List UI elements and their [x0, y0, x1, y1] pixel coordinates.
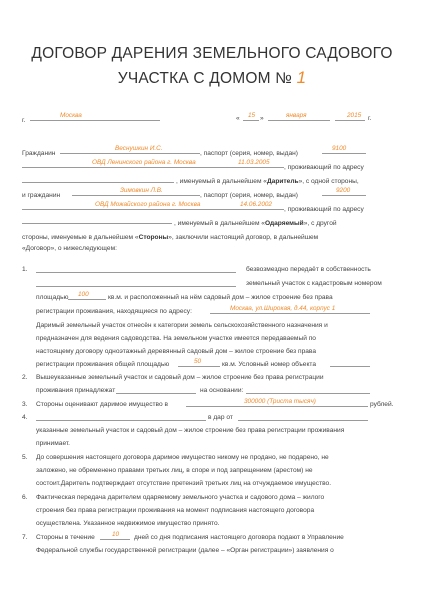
- donee-address-underline: [22, 223, 172, 224]
- clause-7-line-1b: дней со дня подписания настоящего договора подают в Управление: [134, 534, 344, 541]
- clause-6-number: 6.: [22, 494, 28, 501]
- clause-1-address: Москва, ул.Широкая, д.44, корпус 1: [230, 305, 336, 312]
- donor-issued-by: ОВД Ленинского района г. Москва: [92, 159, 196, 166]
- clause-1-line-4: регистрации проживания, находящиеся по адресу:: [36, 308, 192, 315]
- clause-1-area-underline: [68, 299, 106, 300]
- donor-role: Даритель: [266, 178, 299, 185]
- clause-5-line-2: заложено, не обременено правами третьих лиц, в споре и под запрещением (арестом) не: [36, 467, 313, 474]
- donor-name: Веснушкин И.С.: [115, 145, 163, 152]
- clause-1-line-1: безвозмездно передаёт в собственность: [246, 266, 371, 273]
- clause-7-days-underline: [100, 539, 130, 540]
- donee-address-label: , проживающий по адресу: [284, 206, 364, 213]
- donee-issued-underline: [22, 209, 284, 210]
- city-underline: [30, 120, 160, 121]
- passport-label: , паспорт (серия, номер, выдан): [200, 150, 298, 157]
- address-label: , проживающий по адресу: [284, 164, 364, 171]
- clause-2-number: 2.: [22, 374, 28, 381]
- clause-3-value: 300000 (Триста тысяч): [244, 398, 316, 405]
- donee-passport: 9200: [336, 187, 351, 194]
- clause-7-line-2: Федеральной службы государственной регистрации (далее – «Орган регистрации») заявления о: [36, 547, 334, 554]
- clause-1-object-number-underline: [330, 366, 370, 367]
- clause-1-area-value: 100: [78, 291, 89, 298]
- clause-2-line-1: Вышеуказанные земельный участок и садовый дом – жилое строение без права регистрации: [36, 374, 324, 381]
- clause-1-line-3: кв.м. и расположенный на нём садовый дом – жилое строение без права: [108, 294, 333, 301]
- donor-passport-underline: [322, 153, 366, 154]
- sides-pre: стороны, именуемые в дальнейшем «: [22, 234, 139, 241]
- donee-name: Зимовкин Л.В.: [120, 187, 163, 194]
- year-suffix: г.: [368, 115, 372, 122]
- clause-7-days: 10: [112, 531, 120, 538]
- clause-1-line-5: Даримый земельный участок отнесён к категории земель сельскохозяйственного назначения и: [36, 322, 328, 329]
- clause-4-line-3: принимает.: [36, 440, 71, 447]
- document-title-line-2: [0, 68, 424, 88]
- sides-post: », заключили настоящий договор, в дальнейшем: [168, 234, 319, 241]
- clause-1-donor-underline: [36, 272, 236, 273]
- clause-1-line-7: настоящему договору одноэтажный деревянный садовый дом – жилое строение без права: [36, 348, 317, 355]
- date-year: 2015: [347, 112, 362, 119]
- clause-3-line-1b: рублей.: [370, 401, 394, 408]
- donee-passport-label: , паспорт (серия, номер, выдан): [200, 192, 298, 199]
- clause-6-line-3: осуществлена. Указанное недвижимое имущество принято.: [36, 520, 220, 527]
- donee-issued-date: 14.06.2002: [240, 201, 272, 208]
- clause-1-house-area-underline: [178, 366, 220, 367]
- document-title-line-1: ДОГОВОР ДАРЕНИЯ ЗЕМЕЛЬНОГО САДОВОГО: [31, 45, 393, 62]
- donee-ref-pre: , именуемый в дальнейшем «: [174, 220, 265, 227]
- city-value: Москва: [60, 112, 82, 119]
- clause-3-number: 3.: [22, 401, 28, 408]
- and-citizen-label: и гражданин: [22, 192, 61, 199]
- donor-name-underline: [60, 153, 200, 154]
- clause-1-number: 1.: [22, 266, 28, 273]
- clause-4-donor-underline: [238, 420, 368, 421]
- clause-6-line-1: Фактическая передача дарителем одаряемому земельного участка и садового дома – жилого: [36, 494, 325, 501]
- clause-3-line-1a: Стороны оценивают даримое имущество в: [36, 401, 168, 408]
- document-title-text: УЧАСТКА С ДОМОМ №: [117, 70, 293, 87]
- clause-4-donee-underline: [36, 420, 206, 421]
- clause-3-value-underline: [186, 406, 368, 407]
- clause-6-line-2: строения без права регистрации проживания на момент подписания настоящего договора: [36, 507, 315, 514]
- donor-issued-date: 11.03.2005: [238, 159, 270, 166]
- donor-ref-pre: , именуемый в дальнейшем «: [176, 178, 267, 185]
- clause-1-house-area: 50: [194, 358, 202, 365]
- clause-1-area-label: площадью: [36, 294, 69, 301]
- clause-5-number: 5.: [22, 454, 28, 461]
- sides-line: [22, 234, 318, 242]
- day-underline: [243, 120, 259, 121]
- contract-ref-line: «Договор», о нижеследующем:: [22, 245, 117, 252]
- clause-2-line-2b: на основании:: [200, 387, 244, 394]
- date-quote-open: «: [236, 115, 240, 122]
- clause-7-line-1a: Стороны в течение: [36, 534, 95, 541]
- clause-5-line-3: состоит.Даритель подтверждает отсутствие претензий третьих лиц на отчуждаемое имущество.: [36, 480, 332, 487]
- donor-address-underline: [22, 182, 174, 183]
- clause-1-line-2: земельный участок с кадастровым номером: [246, 280, 382, 287]
- city-prefix: г.: [22, 117, 26, 124]
- sides-word: Стороны: [138, 234, 169, 241]
- donor-ref: [176, 178, 359, 186]
- donor-issued-underline: [22, 167, 284, 168]
- donee-role: Одаряемый: [264, 220, 304, 227]
- donor-ref-post: », с одной стороны,: [298, 178, 359, 185]
- clause-2-line-2a: проживания принадлежат: [36, 387, 116, 394]
- month-underline: [268, 120, 330, 121]
- donee-ref: [174, 220, 337, 228]
- clause-1-address-underline: [210, 313, 370, 314]
- date-day: 15: [248, 112, 256, 119]
- clause-4-line-1: в дар от: [208, 414, 233, 421]
- clause-2-owner-underline: [116, 393, 196, 394]
- year-underline: [335, 120, 365, 121]
- clause-1-donee-underline: [36, 286, 236, 287]
- clause-1-line-8b: кв.м. Условный номер объекта: [222, 361, 317, 368]
- clause-5-line-1: До совершения настоящего договора даримое имущество никому не продано, не подарено, не: [36, 454, 329, 461]
- contract-number: 1: [296, 68, 307, 87]
- clause-1-line-8a: регистрации проживания общей площадью: [36, 361, 170, 368]
- citizen-label: Гражданин: [22, 150, 56, 157]
- donee-issued-by: ОВД Можайского района г. Москва: [95, 201, 201, 208]
- date-quote-close: »: [260, 115, 264, 122]
- clause-2-basis-underline: [246, 393, 370, 394]
- donee-name-underline: [72, 195, 200, 196]
- clause-4-number: 4.: [22, 414, 28, 421]
- donee-ref-post: », с другой: [303, 220, 337, 227]
- date-month: января: [286, 112, 307, 119]
- donee-passport-underline: [322, 195, 366, 196]
- donor-passport: 9100: [332, 145, 347, 152]
- clause-1-line-6: предназначен для ведения садоводства. На земельном участке имеется передаваемый по: [36, 335, 316, 342]
- clause-7-number: 7.: [22, 534, 28, 541]
- clause-4-line-2: указанные земельный участок и садовый дом – жилое строение без права регистрации проживания: [36, 427, 345, 434]
